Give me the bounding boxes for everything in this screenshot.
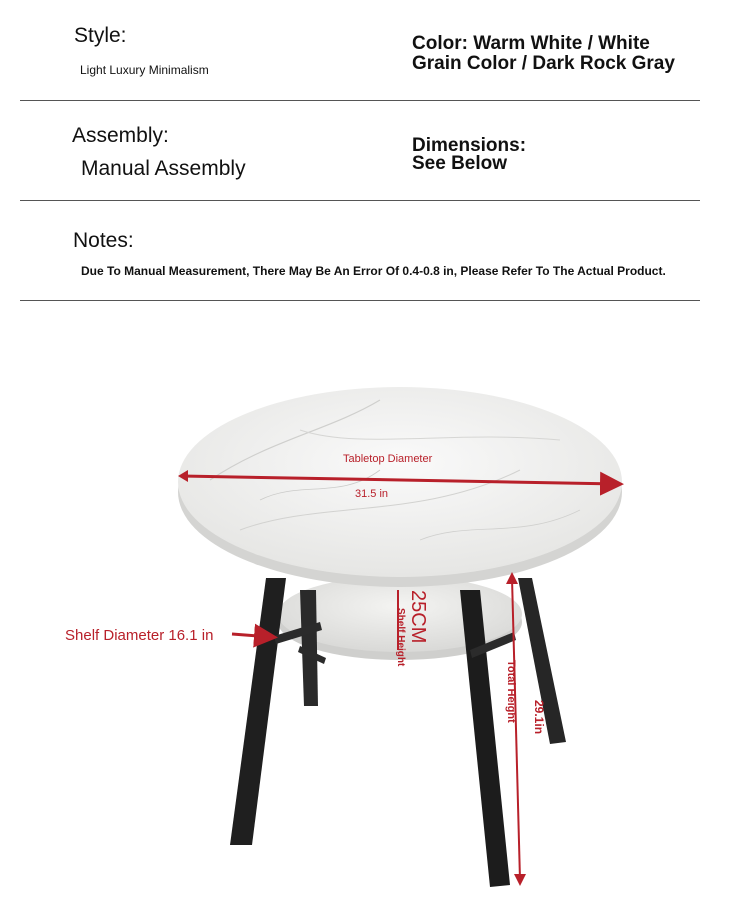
color-line-2: Grain Color / Dark Rock Gray [412,53,675,74]
tabletop [178,387,622,587]
shelf-height-value: 25CM [407,590,429,644]
tabletop-diameter-label: Tabletop Diameter [343,453,433,465]
notes-label: Notes: [73,229,134,252]
total-height-label: Total Height [505,660,517,723]
dimensions-value: See Below [412,153,508,174]
shelf-diameter-label: Shelf Diameter 16.1 in [65,627,214,644]
total-height-value: 29.1in [532,700,546,735]
style-value: Light Luxury Minimalism [80,63,209,77]
notes-value: Due To Manual Measurement, There May Be An Error Of 0.4-0.8 in, Please Refer To The Actual Product. [81,264,666,278]
assembly-label: Assembly: [72,124,169,147]
style-label: Style: [74,24,127,47]
dimensions-label: Dimensions: [412,135,527,156]
assembly-value: Manual Assembly [81,157,246,180]
tabletop-diameter-value: 31.5 in [355,488,389,500]
color-line-1: Color: Warm White / White [412,33,650,54]
shelf-height-label: Shelf Height [395,608,406,667]
